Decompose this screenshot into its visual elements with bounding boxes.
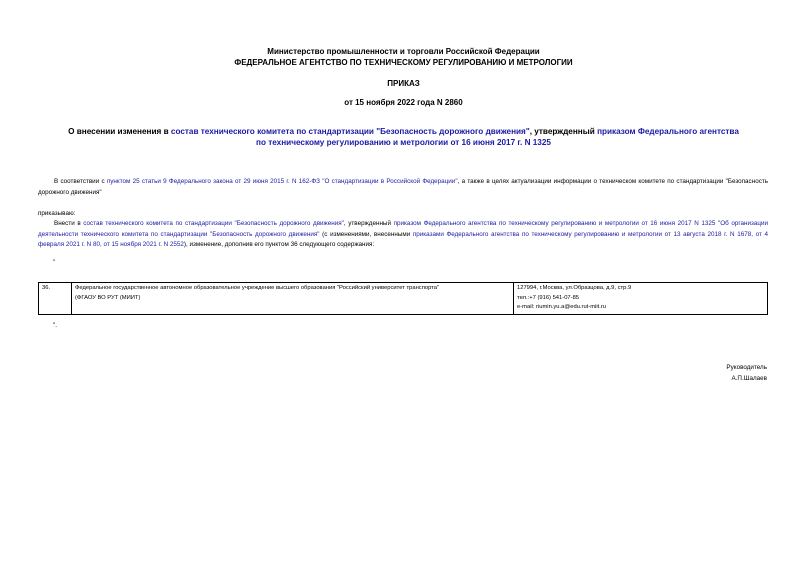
signatory-name: А.П.Шалаев: [731, 375, 767, 382]
body-text: ), изменение, дополнив его пунктом 36 следующего содержания:: [183, 241, 375, 248]
row-number: 36.: [39, 283, 72, 315]
order-word: приказываю:: [38, 210, 76, 217]
signatory-role: Руководитель: [726, 364, 767, 371]
title-link-order[interactable]: приказом Федерального агентства: [597, 127, 739, 136]
document-title: [35, 126, 772, 148]
body-link-order[interactable]: приказом Федерального агентства по техническому регулированию и метрологии от 16 июня 2017 N 1325 "Об организации деятельности технического комитета по стандартизации "Безопасность дорожного движения": [38, 220, 769, 238]
body-link-composition[interactable]: состав технического комитета по стандартизации "Безопасность дорожного движения": [83, 220, 344, 227]
committee-member-table: [38, 282, 768, 315]
table-row: [39, 283, 768, 315]
title-link-order-continued[interactable]: по техническому регулированию и метрологии от 16 июня 2017 г. N 1325: [256, 138, 551, 147]
body-paragraph: [38, 219, 768, 251]
agency-name: ФЕДЕРАЛЬНОЕ АГЕНТСТВО ПО ТЕХНИЧЕСКОМУ РЕГУЛИРОВАНИЮ И МЕТРОЛОГИИ: [234, 58, 573, 67]
organization-abbreviation: (ФГАОУ ВО РУТ (МИИТ): [75, 294, 141, 301]
preamble-text: , а также в целях актуализации информации о техническом комитете по стандартизации "Безопасность дорожного движения": [38, 178, 769, 196]
body-text: , утвержденный: [343, 220, 394, 227]
quote-open: ": [53, 259, 56, 266]
organization-name: Федеральное государственное автономное образовательное учреждение высшего образования "Российский университет транспорта": [75, 285, 440, 291]
contact-email: e-mail: riumin.yu.a@edu.rut-miit.ru: [517, 304, 606, 310]
title-text: О внесении изменения в: [68, 127, 171, 136]
contacts-cell: [514, 283, 768, 315]
document-type: ПРИКАЗ: [387, 79, 420, 88]
contact-phone: тел.:+7 (916) 541-07-85: [517, 294, 580, 301]
document-date: от 15 ноября 2022 года N 2860: [344, 98, 463, 107]
body-text: Внести в: [54, 220, 84, 227]
ministry-name: Министерство промышленности и торговли Российской Федерации: [267, 47, 540, 56]
body-link-amendments[interactable]: приказами Федерального агентства по техническому регулированию и метрологии от 13 августа 2018 г. N 1678, от 4 февраля 2021 г. N 80, от 15 ноября 2021 г. N 2552: [38, 230, 768, 248]
preamble-text: В соответствии с: [54, 178, 107, 185]
quote-close: ".: [53, 322, 57, 329]
organization-cell: [72, 283, 514, 315]
title-text: , утвержденный: [529, 127, 598, 136]
preamble-law-link[interactable]: пунктом 25 статьи 9 Федерального закона от 29 июня 2015 г. N 162-ФЗ "О стандартизации в Российской Федерации": [106, 178, 458, 185]
title-link-composition[interactable]: состав технического комитета по стандартизации "Безопасность дорожного движения": [170, 127, 530, 136]
contact-address: 127994, г.Москва, ул.Образцова, д.9, стр.9: [517, 285, 632, 291]
body-text: (с изменениями, внесенными: [319, 230, 413, 238]
preamble-paragraph: [38, 177, 768, 198]
